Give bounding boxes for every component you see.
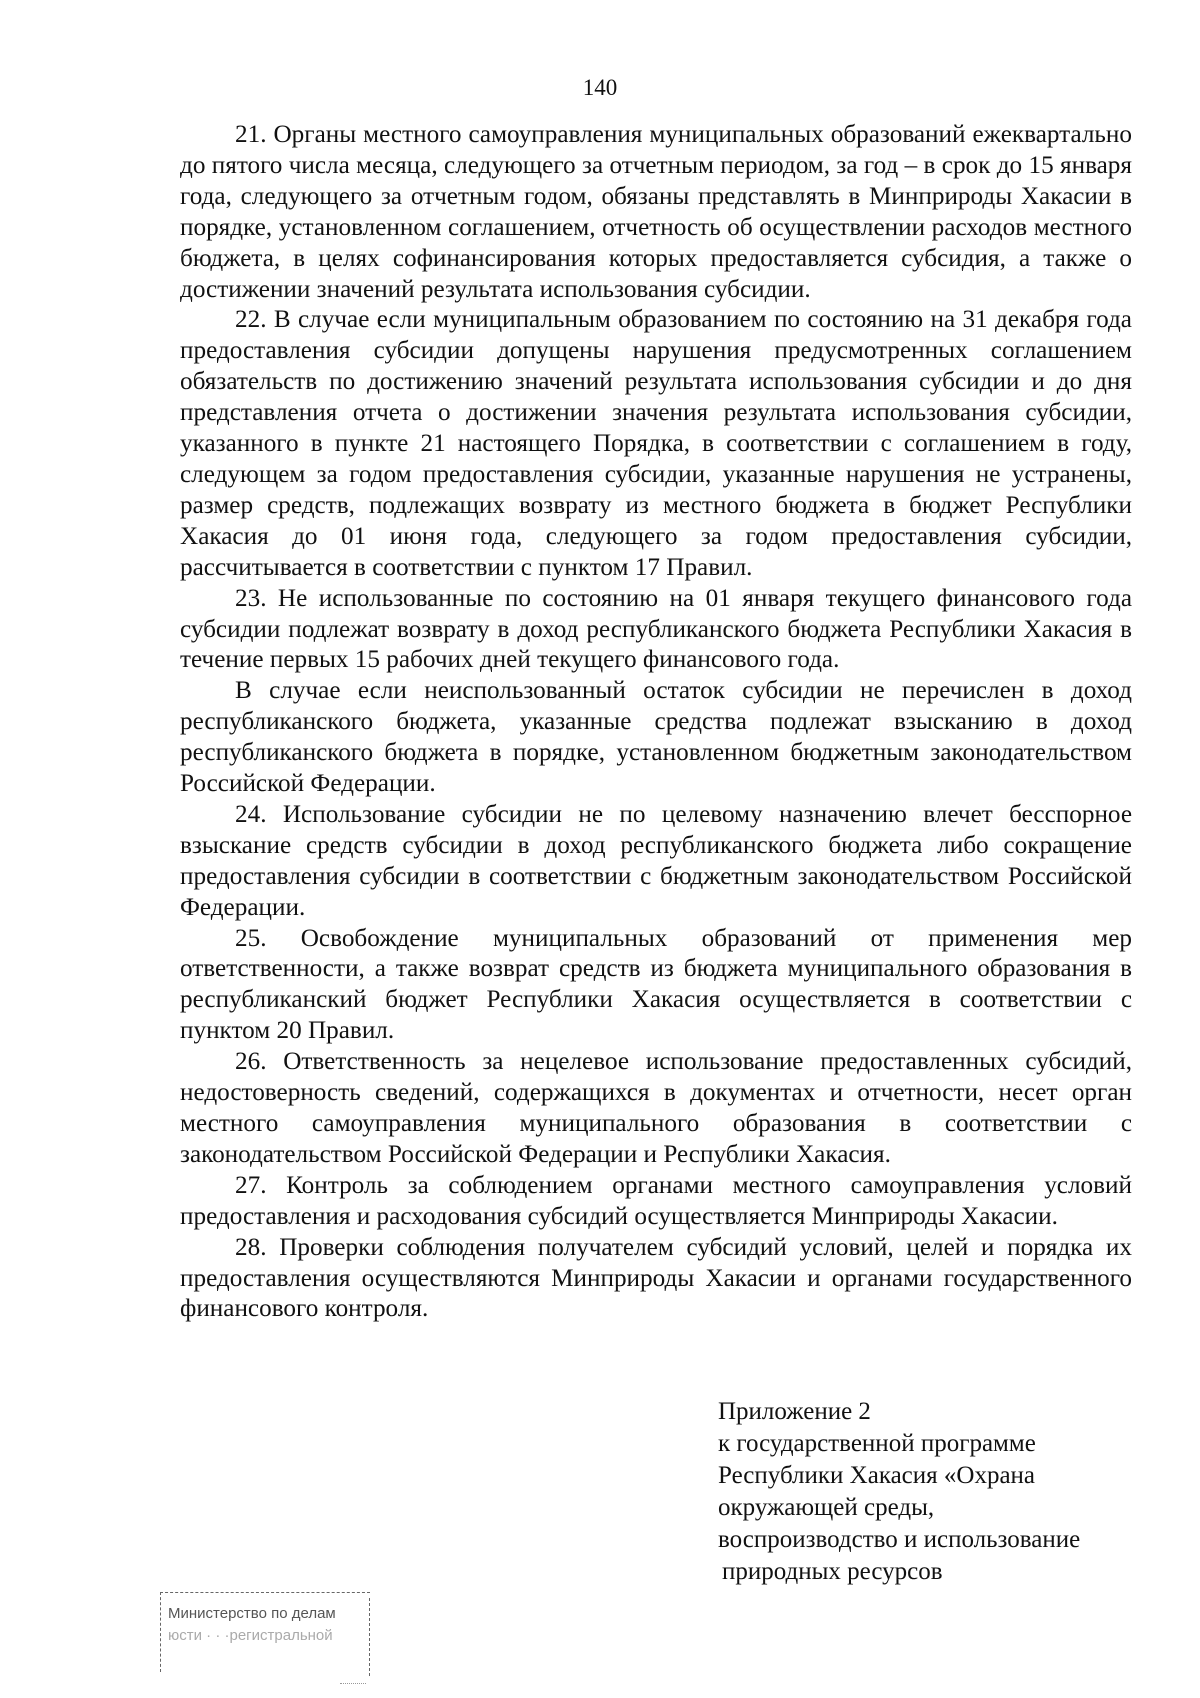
appendix-line-3: Республики Хакасия «Охрана [718, 1462, 1036, 1489]
appendix-line-1: Приложение 2 [718, 1398, 871, 1425]
paragraph-23-continued: В случае если неиспользованный остаток субсидии не перечислен в доход республиканского бюджета, указанные средства подлежат взысканию в доход республиканского бюджета в порядке, установленном бюджетным законодательством Российской Федерации. [180, 677, 1132, 798]
paragraph-25: 25. Освобождение муниципальных образований от применения мер ответственности, а также возврат средств из бюджета муниципального образования в республиканский бюджет Республики Хакасия осуществляется в соответствии с пунктом 20 Правил. [180, 924, 1132, 1045]
appendix-line-4: окружающей среды, [718, 1494, 935, 1521]
stamp-line-1: Министерство по делам [168, 1605, 336, 1622]
stamp-border-right [369, 1598, 370, 1676]
stamp-border-bottom [340, 1683, 366, 1684]
paragraph-24: 24. Использование субсидии не по целевому назначению влечет бесспорное взыскание средств субсидии в доход республиканского бюджета либо сокращение предоставления субсидии в соответствии с бюджетным законодательством Российской Федерации. [180, 800, 1132, 921]
appendix-line-2: к государственной программе [718, 1430, 1036, 1457]
stamp-border-left [160, 1592, 161, 1672]
paragraph-26: 26. Ответственность за нецелевое использование предоставленных субсидий, недостоверность сведений, содержащихся в документах и отчетности, несет орган местного самоуправления муниципального образования в соответствии с законодательством Российской Федерации и Республики Хакасия. [180, 1048, 1132, 1168]
stamp-line-2: юсти · · ·регистральной [168, 1627, 333, 1644]
paragraph-23: 23. Не использованные по состоянию на 01 января текущего финансового года субсидии подлежат возврату в доход республиканского бюджета Республики Хакасия в течение первых 15 рабочих дней текущего финансового года. [180, 584, 1132, 674]
appendix-line-6: природных ресурсов [722, 1558, 943, 1585]
page-number: 140 [582, 75, 618, 100]
appendix-header [718, 1396, 1138, 1588]
paragraph-27: 27. Контроль за соблюдением органами местного самоуправления условий предоставления и расходования субсидий осуществляется Минприроды Хакасии. [180, 1171, 1132, 1230]
appendix-line-5: воспроизводство и использование [718, 1526, 1081, 1553]
registration-stamp [160, 1592, 370, 1684]
document-body [180, 120, 1132, 1325]
paragraph-21: 21. Органы местного самоуправления муниципальных образований ежеквартально до пятого числа месяца, следующего за отчетным периодом, за год – в срок до 15 января года, следующего за отчетным годом, обязаны представлять в Минприроды Хакасии в порядке, установленном соглашением, отчетность об осуществлении расходов местного бюджета, в целях софинансирования которых предоставляется субсидия, а также о достижении значений результата использования субсидии. [180, 121, 1132, 303]
paragraph-28: 28. Проверки соблюдения получателем субсидий условий, целей и порядка их предоставления осуществляются Минприроды Хакасии и органами государственного финансового контроля. [180, 1233, 1132, 1323]
stamp-border-top [160, 1592, 370, 1593]
paragraph-22: 22. В случае если муниципальным образованием по состоянию на 31 декабря года предоставления субсидии допущены нарушения предусмотренных соглашением обязательств по достижению значений результата использования субсидии и до дня представления отчета о достижении значения результата использования субсидии, указанного в пункте 21 настоящего Порядка, в соответствии с соглашением в году, следующем за годом предоставления субсидии, указанные нарушения не устранены, размер средств, подлежащих возврату из местного бюджета в бюджет Республики Хакасия до 01 июня года, следующего за годом предоставления субсидии, рассчитывается в соответствии с пунктом 17 Правил. [180, 306, 1132, 581]
